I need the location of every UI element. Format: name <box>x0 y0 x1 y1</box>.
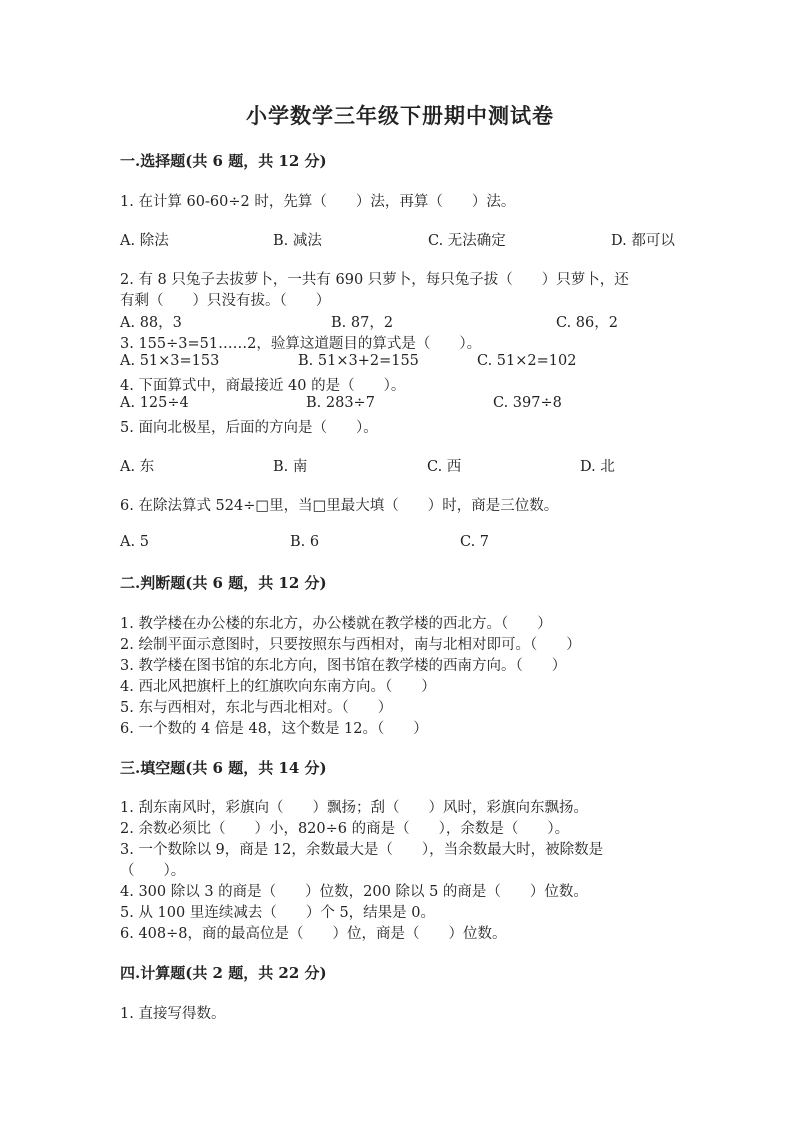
question-2-line1: 2. 有 8 只兔子去拔萝卜，一共有 690 只萝卜，每只兔子拔（ ）只萝卜，还 <box>120 272 629 288</box>
section-header-choice: 一.选择题(共 6 题，共 12 分) <box>120 152 327 170</box>
fill-blank-item: 3. 一个数除以 9，商是 12，余数最大是（ ），当余数最大时，被除数是 <box>120 842 604 858</box>
q5-option-a: A. 东 <box>120 459 155 475</box>
judgement-item: 4. 西北风把旗杆上的红旗吹向东南方向。（ ） <box>120 679 436 695</box>
q6-option-c: C. 7 <box>460 534 490 550</box>
q2-option-b: B. 87，2 <box>331 315 394 331</box>
question-2-line2: 有剩（ ）只没有拔。（ ） <box>120 293 331 309</box>
q2-option-a: A. 88，3 <box>120 315 182 331</box>
judgement-item: 5. 东与西相对，东北与西北相对。（ ） <box>120 700 393 716</box>
question-4: 4. 下面算式中，商最接近 40 的是（ ）。 <box>120 378 406 394</box>
q5-option-c: C. 西 <box>427 459 462 475</box>
q3-option-c: C. 51×2=102 <box>477 353 577 369</box>
fill-blank-item: 5. 从 100 里连续减去（ ）个 5，结果是 0。 <box>120 905 436 921</box>
section-header-fill-blank: 三.填空题(共 6 题，共 14 分) <box>120 759 327 777</box>
question-3: 3. 155÷3=51……2，验算这道题目的算式是（ ）。 <box>120 336 482 352</box>
judgement-item: 6. 一个数的 4 倍是 48，这个数是 12。（ ） <box>120 721 428 737</box>
fill-blank-item: 1. 刮东南风时，彩旗向（ ）飘扬；刮（ ）风时，彩旗向东飘扬。 <box>120 800 588 816</box>
q1-option-d: D. 都可以 <box>611 233 675 249</box>
section-header-judgement: 二.判断题(共 6 题，共 12 分) <box>120 574 327 592</box>
q1-option-c: C. 无法确定 <box>428 233 506 249</box>
fill-blank-item: 4. 300 除以 3 的商是（ ）位数，200 除以 5 的商是（ ）位数。 <box>120 884 588 900</box>
q6-option-a: A. 5 <box>120 534 149 550</box>
question-1: 1. 在计算 60-60÷2 时，先算（ ）法，再算（ ）法。 <box>120 194 516 210</box>
q5-option-d: D. 北 <box>580 459 615 475</box>
page-title: 小学数学三年级下册期中测试卷 <box>246 103 554 128</box>
q4-option-b: B. 283÷7 <box>306 395 375 411</box>
fill-blank-item-continuation: （ ）。 <box>120 863 186 879</box>
question-5: 5. 面向北极星，后面的方向是（ ）。 <box>120 420 378 436</box>
fill-blank-item: 2. 余数必须比（ ）小，820÷6 的商是（ ），余数是（ ）。 <box>120 821 570 837</box>
judgement-item: 1. 教学楼在办公楼的东北方，办公楼就在教学楼的西北方。（ ） <box>120 616 552 632</box>
q5-option-b: B. 南 <box>273 459 308 475</box>
q1-option-a: A. 除法 <box>120 233 169 249</box>
q1-option-b: B. 减法 <box>273 233 322 249</box>
q3-option-b: B. 51×3+2=155 <box>298 353 419 369</box>
section-header-calculation: 四.计算题(共 2 题，共 22 分) <box>120 964 327 982</box>
calculation-item: 1. 直接写得数。 <box>120 1006 226 1022</box>
q4-option-a: A. 125÷4 <box>120 395 189 411</box>
question-6: 6. 在除法算式 524÷□里，当□里最大填（ ）时，商是三位数。 <box>120 498 559 514</box>
q3-option-a: A. 51×3=153 <box>120 353 220 369</box>
judgement-item: 2. 绘制平面示意图时，只要按照东与西相对，南与北相对即可。（ ） <box>120 637 581 653</box>
fill-blank-item: 6. 408÷8，商的最高位是（ ）位，商是（ ）位数。 <box>120 926 507 942</box>
q2-option-c: C. 86，2 <box>556 315 618 331</box>
q6-option-b: B. 6 <box>290 534 320 550</box>
q4-option-c: C. 397÷8 <box>493 395 562 411</box>
judgement-item: 3. 教学楼在图书馆的东北方向，图书馆在教学楼的西南方向。（ ） <box>120 658 567 674</box>
